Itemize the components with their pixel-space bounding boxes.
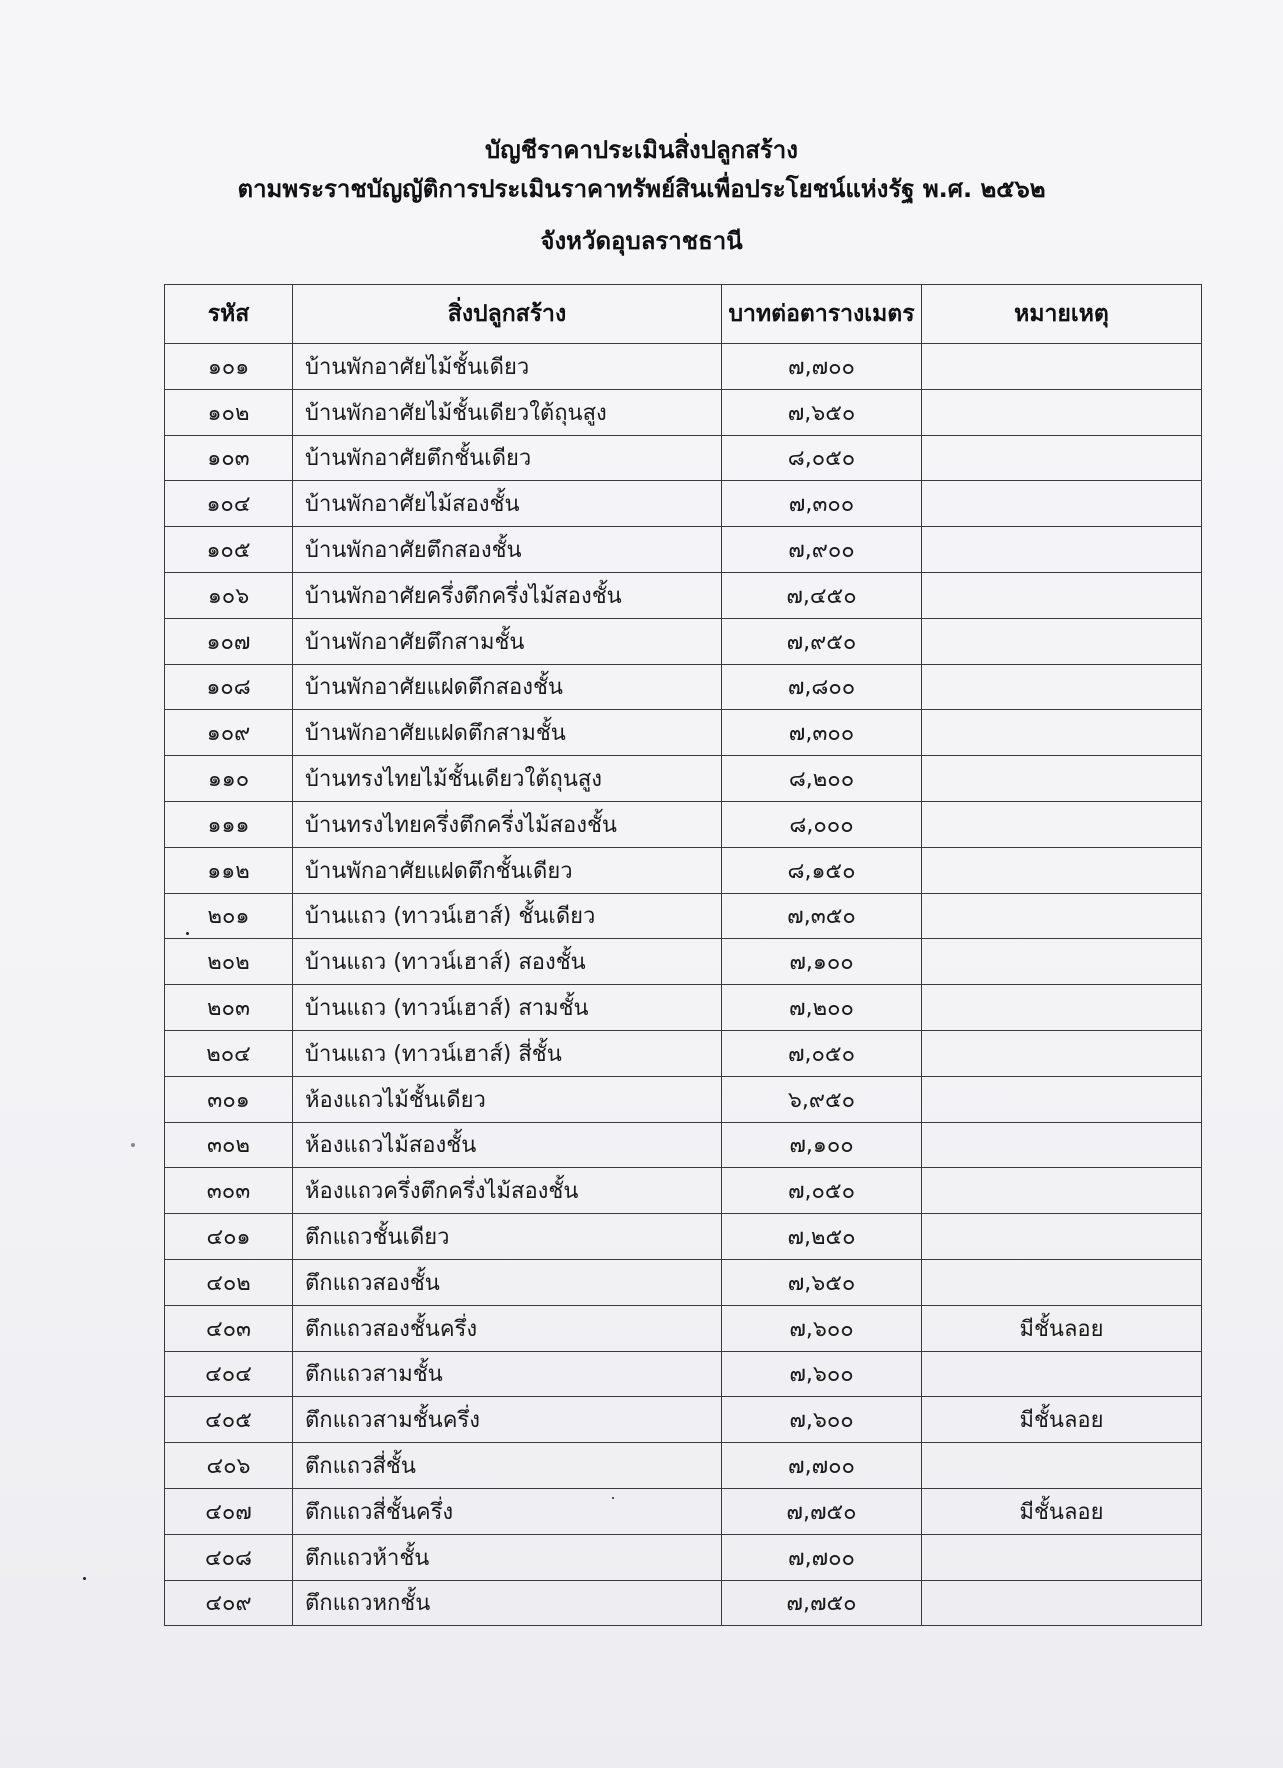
province-name: จังหวัดอุบลราชธานี	[540, 227, 743, 255]
cell-price: ๘,๑๕๐	[722, 847, 922, 893]
cell-building: บ้านแถว (ทาวน์เฮาส์) สามชั้น	[293, 985, 722, 1031]
cell-note: มีชั้นลอย	[922, 1305, 1202, 1351]
cell-code: ๔๐๘	[165, 1534, 293, 1580]
cell-building: ตึกแถวหกชั้น	[293, 1580, 722, 1626]
table-row	[165, 1214, 1202, 1260]
cell-building: บ้านพักอาศัยแฝดตึกชั้นเดียว	[293, 847, 722, 893]
cell-building: ตึกแถวสี่ชั้น	[293, 1443, 722, 1489]
table-row	[165, 1488, 1202, 1534]
table-row	[165, 527, 1202, 573]
cell-note	[922, 1076, 1202, 1122]
cell-note	[922, 1534, 1202, 1580]
cell-building: บ้านพักอาศัยไม้ชั้นเดียวใต้ถุนสูง	[293, 389, 722, 435]
cell-code: ๒๐๑	[165, 893, 293, 939]
table-row	[165, 1259, 1202, 1305]
cell-note	[922, 527, 1202, 573]
cell-code: ๑๐๑	[165, 344, 293, 390]
cell-code: ๔๐๓	[165, 1305, 293, 1351]
table-row	[165, 985, 1202, 1031]
cell-note	[922, 1259, 1202, 1305]
cell-code: ๔๐๒	[165, 1259, 293, 1305]
cell-code: ๑๐๘	[165, 664, 293, 710]
table-row	[165, 389, 1202, 435]
cell-price: ๗,๖๕๐	[722, 1259, 922, 1305]
cell-note	[922, 801, 1202, 847]
cell-price: ๗,๐๕๐	[722, 1168, 922, 1214]
cell-building: ตึกแถวชั้นเดียว	[293, 1214, 722, 1260]
cell-price: ๗,๗๕๐	[722, 1488, 922, 1534]
cell-building: บ้านพักอาศัยตึกชั้นเดียว	[293, 435, 722, 481]
cell-note	[922, 847, 1202, 893]
cell-price: ๗,๙๕๐	[722, 618, 922, 664]
table-row	[165, 1534, 1202, 1580]
cell-code: ๓๐๒	[165, 1122, 293, 1168]
cell-building: ห้องแถวไม้ชั้นเดียว	[293, 1076, 722, 1122]
cell-code: ๑๐๔	[165, 481, 293, 527]
cell-price: ๗,๖๐๐	[722, 1397, 922, 1443]
cell-note	[922, 710, 1202, 756]
cell-price: ๖,๙๕๐	[722, 1076, 922, 1122]
table-row	[165, 1305, 1202, 1351]
header-note: หมายเหตุ	[922, 285, 1202, 344]
scan-speck	[612, 1497, 614, 1499]
cell-price: ๗,๐๕๐	[722, 1030, 922, 1076]
cell-note	[922, 1030, 1202, 1076]
cell-code: ๔๐๙	[165, 1580, 293, 1626]
cell-price: ๗,๑๐๐	[722, 1122, 922, 1168]
scan-speck	[83, 1577, 86, 1580]
cell-price: ๗,๑๐๐	[722, 939, 922, 985]
cell-building: ตึกแถวสี่ชั้นครึ่ง	[293, 1488, 722, 1534]
cell-price: ๘,๐๕๐	[722, 435, 922, 481]
table-row	[165, 1030, 1202, 1076]
cell-note	[922, 1443, 1202, 1489]
table-body	[165, 344, 1202, 1626]
cell-note	[922, 1580, 1202, 1626]
cell-building: บ้านแถว (ทาวน์เฮาส์) ชั้นเดียว	[293, 893, 722, 939]
cell-code: ๑๐๓	[165, 435, 293, 481]
cell-note: มีชั้นลอย	[922, 1488, 1202, 1534]
table-row	[165, 618, 1202, 664]
cell-code: ๒๐๔	[165, 1030, 293, 1076]
table-row	[165, 1443, 1202, 1489]
table-row	[165, 1580, 1202, 1626]
cell-note	[922, 389, 1202, 435]
cell-price: ๗,๙๐๐	[722, 527, 922, 573]
cell-note	[922, 664, 1202, 710]
cell-building: บ้านพักอาศัยแฝดตึกสองชั้น	[293, 664, 722, 710]
header-code: รหัส	[165, 285, 293, 344]
cell-note: มีชั้นลอย	[922, 1397, 1202, 1443]
table-row	[165, 435, 1202, 481]
cell-building: บ้านพักอาศัยตึกสองชั้น	[293, 527, 722, 573]
cell-code: ๓๐๑	[165, 1076, 293, 1122]
cell-building: ตึกแถวสามชั้น	[293, 1351, 722, 1397]
document-subtitle: ตามพระราชบัญญัติการประเมินราคาทรัพย์สินเพื่อประโยชน์แห่งรัฐ พ.ศ. ๒๕๖๒	[237, 175, 1046, 203]
table-row	[165, 1168, 1202, 1214]
cell-code: ๑๐๖	[165, 572, 293, 618]
cell-building: บ้านทรงไทยไม้ชั้นเดียวใต้ถุนสูง	[293, 756, 722, 802]
cell-price: ๗,๗๐๐	[722, 344, 922, 390]
cell-code: ๔๐๑	[165, 1214, 293, 1260]
cell-note	[922, 893, 1202, 939]
header-price: บาทต่อตารางเมตร	[722, 285, 922, 344]
cell-code: ๑๑๒	[165, 847, 293, 893]
cell-building: ห้องแถวครึ่งตึกครึ่งไม้สองชั้น	[293, 1168, 722, 1214]
scan-speck	[186, 932, 189, 935]
cell-note	[922, 618, 1202, 664]
cell-price: ๗,๓๐๐	[722, 710, 922, 756]
table-row	[165, 344, 1202, 390]
cell-note	[922, 939, 1202, 985]
cell-note	[922, 481, 1202, 527]
table-row	[165, 756, 1202, 802]
cell-price: ๗,๓๕๐	[722, 893, 922, 939]
cell-building: บ้านพักอาศัยไม้ชั้นเดียว	[293, 344, 722, 390]
cell-code: ๑๐๙	[165, 710, 293, 756]
cell-note	[922, 1351, 1202, 1397]
table-row	[165, 1122, 1202, 1168]
cell-price: ๗,๖๐๐	[722, 1305, 922, 1351]
cell-price: ๗,๗๐๐	[722, 1534, 922, 1580]
cell-price: ๗,๗๕๐	[722, 1580, 922, 1626]
header-building: สิ่งปลูกสร้าง	[293, 285, 722, 344]
cell-note	[922, 572, 1202, 618]
cell-note	[922, 1122, 1202, 1168]
cell-code: ๒๐๓	[165, 985, 293, 1031]
cell-building: บ้านพักอาศัยแฝดตึกสามชั้น	[293, 710, 722, 756]
scan-speck	[131, 1143, 135, 1147]
cell-code: ๑๐๕	[165, 527, 293, 573]
cell-note	[922, 1214, 1202, 1260]
table-row	[165, 801, 1202, 847]
cell-building: บ้านทรงไทยครึ่งตึกครึ่งไม้สองชั้น	[293, 801, 722, 847]
cell-note	[922, 756, 1202, 802]
cell-code: ๔๐๗	[165, 1488, 293, 1534]
cell-code: ๓๐๓	[165, 1168, 293, 1214]
cell-price: ๗,๖๕๐	[722, 389, 922, 435]
cell-building: ตึกแถวสองชั้น	[293, 1259, 722, 1305]
cell-price: ๗,๗๐๐	[722, 1443, 922, 1489]
table-row	[165, 847, 1202, 893]
table-row	[165, 572, 1202, 618]
cell-code: ๔๐๔	[165, 1351, 293, 1397]
cell-price: ๗,๖๐๐	[722, 1351, 922, 1397]
cell-note	[922, 344, 1202, 390]
document-title: บัญชีราคาประเมินสิ่งปลูกสร้าง	[485, 136, 798, 164]
table-row	[165, 664, 1202, 710]
cell-code: ๑๑๑	[165, 801, 293, 847]
cell-note	[922, 1168, 1202, 1214]
table-row	[165, 710, 1202, 756]
cell-price: ๘,๐๐๐	[722, 801, 922, 847]
table-header-row	[165, 285, 1202, 344]
table-row	[165, 1076, 1202, 1122]
cell-price: ๗,๔๕๐	[722, 572, 922, 618]
cell-code: ๑๐๗	[165, 618, 293, 664]
cell-price: ๗,๓๐๐	[722, 481, 922, 527]
cell-building: บ้านแถว (ทาวน์เฮาส์) สองชั้น	[293, 939, 722, 985]
cell-building: ห้องแถวไม้สองชั้น	[293, 1122, 722, 1168]
cell-code: ๑๐๒	[165, 389, 293, 435]
cell-note	[922, 985, 1202, 1031]
table-row	[165, 1351, 1202, 1397]
cell-building: ตึกแถวห้าชั้น	[293, 1534, 722, 1580]
cell-note	[922, 435, 1202, 481]
price-table	[164, 284, 1202, 1626]
table-row	[165, 893, 1202, 939]
cell-price: ๘,๒๐๐	[722, 756, 922, 802]
cell-code: ๔๐๕	[165, 1397, 293, 1443]
cell-building: บ้านพักอาศัยตึกสามชั้น	[293, 618, 722, 664]
cell-building: ตึกแถวสามชั้นครึ่ง	[293, 1397, 722, 1443]
cell-building: บ้านพักอาศัยครึ่งตึกครึ่งไม้สองชั้น	[293, 572, 722, 618]
table-row	[165, 481, 1202, 527]
cell-price: ๗,๒๐๐	[722, 985, 922, 1031]
table-row	[165, 939, 1202, 985]
table-row	[165, 1397, 1202, 1443]
cell-code: ๑๑๐	[165, 756, 293, 802]
cell-price: ๗,๒๕๐	[722, 1214, 922, 1260]
cell-price: ๗,๘๐๐	[722, 664, 922, 710]
cell-building: ตึกแถวสองชั้นครึ่ง	[293, 1305, 722, 1351]
cell-building: บ้านพักอาศัยไม้สองชั้น	[293, 481, 722, 527]
cell-code: ๒๐๒	[165, 939, 293, 985]
cell-building: บ้านแถว (ทาวน์เฮาส์) สี่ชั้น	[293, 1030, 722, 1076]
cell-code: ๔๐๖	[165, 1443, 293, 1489]
